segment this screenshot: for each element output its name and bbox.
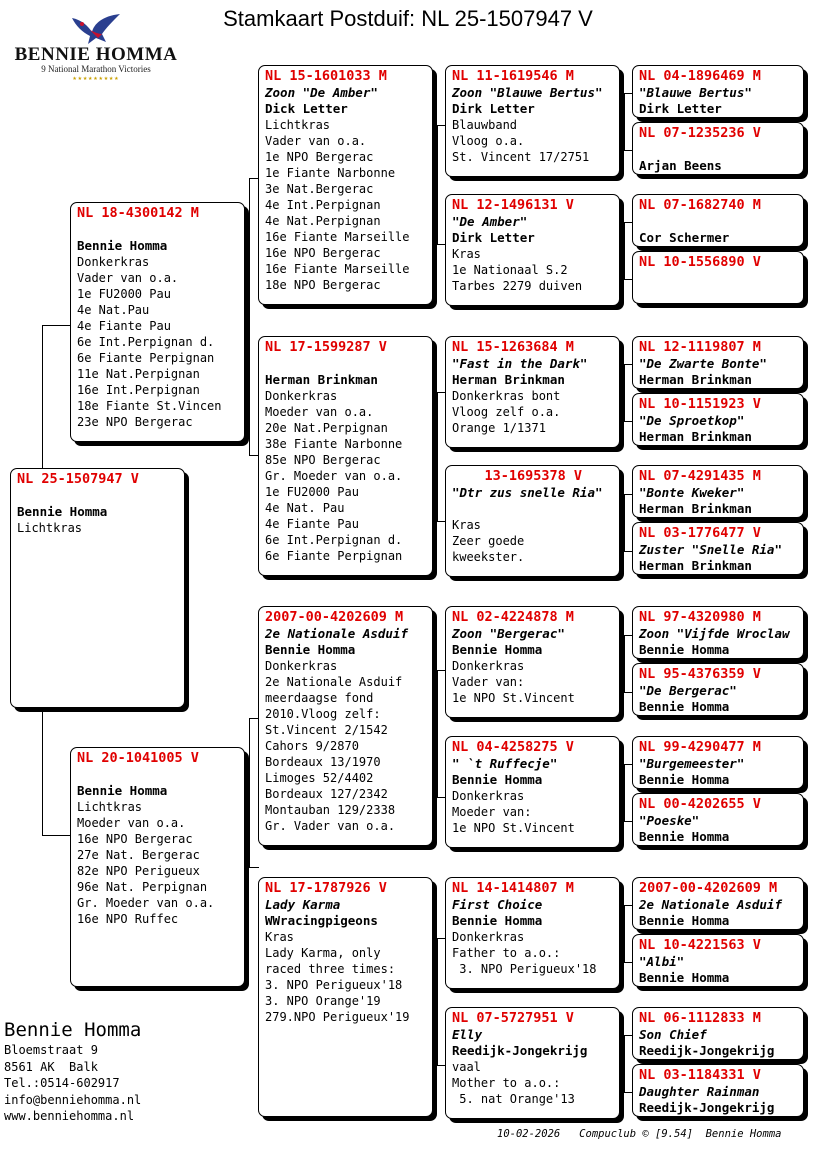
connector bbox=[624, 364, 632, 422]
owner: Bennie Homma bbox=[639, 699, 730, 714]
pigeon-name: "De Zwarte Bonte" bbox=[639, 356, 767, 371]
breeder-name: Bennie Homma bbox=[4, 1019, 142, 1041]
detail-line: Vader van o.a. bbox=[265, 134, 367, 148]
owner: Bennie Homma bbox=[639, 970, 730, 985]
pigeon-name: Son Chief bbox=[639, 1027, 707, 1042]
owner: Bennie Homma bbox=[77, 238, 168, 253]
detail-line: Donkerkras bbox=[265, 659, 338, 673]
pigeon-logo-icon bbox=[68, 12, 124, 46]
owner: Bennie Homma bbox=[17, 504, 108, 519]
detail-line: Blauwband bbox=[452, 118, 518, 132]
pigeon-name: "Burgemeester" bbox=[639, 756, 745, 771]
detail-line: 1e FU2000 Pau bbox=[77, 287, 171, 301]
ring-number: NL 06-1112833 M bbox=[639, 1010, 761, 1026]
owner: Dirk Letter bbox=[452, 230, 535, 245]
detail-line: Limoges 52/4402 bbox=[265, 771, 374, 785]
detail-line: vaal bbox=[452, 1060, 481, 1074]
pigeon-name: Lady Karma bbox=[265, 897, 341, 912]
pigeon-name: Zoon "Blauwe Bertus" bbox=[452, 85, 603, 100]
pigeon-card-mother[interactable] bbox=[70, 747, 245, 987]
detail-line: 2e Nationale Asduif bbox=[265, 675, 403, 689]
pigeon-card-ffm[interactable] bbox=[445, 194, 620, 306]
detail-line: 16e Fiante Marseille bbox=[265, 262, 410, 276]
detail-line: raced three times: bbox=[265, 962, 396, 976]
detail-line: Vloog o.a. bbox=[452, 134, 525, 148]
pigeon-card-mmm[interactable] bbox=[445, 1007, 620, 1119]
ring-number: 2007-00-4202609 M bbox=[265, 609, 404, 625]
detail-line: St. Vincent 17/2751 bbox=[452, 150, 590, 164]
ring-number: NL 12-1496131 V bbox=[452, 197, 574, 213]
owner: Bennie Homma bbox=[639, 772, 730, 787]
owner: Bennie Homma bbox=[265, 642, 356, 657]
owner: Herman Brinkman bbox=[452, 372, 565, 387]
owner: Dick Letter bbox=[265, 101, 348, 116]
ring-number: NL 04-4258275 V bbox=[452, 739, 574, 755]
pigeon-card-fmff[interactable] bbox=[632, 336, 804, 389]
connector bbox=[624, 1035, 632, 1093]
detail-line: kweekster. bbox=[452, 550, 525, 564]
pigeon-card-mmmm[interactable] bbox=[632, 1064, 804, 1117]
pigeon-card-mf[interactable] bbox=[258, 606, 433, 846]
detail-line: Donkerkras bbox=[265, 389, 338, 403]
pigeon-card-fmfm[interactable] bbox=[632, 393, 804, 446]
ring-number: NL 07-1682740 M bbox=[639, 197, 761, 213]
owner: Reedijk-Jongekrijg bbox=[639, 1100, 775, 1115]
detail-line: 82e NPO Perigueux bbox=[77, 864, 200, 878]
ring-number: NL 14-1414807 M bbox=[452, 880, 574, 896]
owner: Reedijk-Jongekrijg bbox=[452, 1043, 588, 1058]
detail-line: 16e NPO Bergerac bbox=[265, 246, 381, 260]
owner: Herman Brinkman bbox=[639, 429, 752, 444]
pigeon-card-mff[interactable] bbox=[445, 606, 620, 718]
detail-line: 85e NPO Bergerac bbox=[265, 453, 381, 467]
footer: 10-02-2026 Compuclub © [9.54] Bennie Homma bbox=[497, 1128, 782, 1140]
owner: Bennie Homma bbox=[639, 913, 730, 928]
detail-line: Donkerkras bbox=[452, 930, 525, 944]
owner: Bennie Homma bbox=[77, 783, 168, 798]
ring-number: 13-1695378 V bbox=[452, 468, 583, 484]
detail-line: Moeder van o.a. bbox=[77, 816, 186, 830]
detail-line: 3e Nat.Bergerac bbox=[265, 182, 374, 196]
ring-number: NL 12-1119807 M bbox=[639, 339, 761, 355]
detail-line: Vader van: bbox=[452, 675, 525, 689]
ring-number: NL 07-1235236 V bbox=[639, 125, 761, 141]
pigeon-card-ff[interactable] bbox=[258, 65, 433, 305]
pigeon-name: Elly bbox=[452, 1027, 483, 1042]
breeder-website[interactable]: www.benniehomma.nl bbox=[4, 1109, 135, 1123]
detail-line: Tarbes 2279 duiven bbox=[452, 279, 583, 293]
detail-line: Father to a.o.: bbox=[452, 946, 561, 960]
breeder-street: Bloemstraat 9 bbox=[4, 1043, 98, 1057]
detail-line: 4e Fiante Pau bbox=[77, 319, 171, 333]
pigeon-name: Zoon "De Amber" bbox=[265, 85, 378, 100]
ring-number: NL 10-1556890 V bbox=[639, 254, 761, 270]
detail-line: 16e NPO Ruffec bbox=[77, 912, 179, 926]
owner: Herman Brinkman bbox=[265, 372, 378, 387]
detail-line: Bordeaux 13/1970 bbox=[265, 755, 381, 769]
owner: Herman Brinkman bbox=[639, 558, 752, 573]
detail-line: Lichtkras bbox=[17, 521, 83, 535]
detail-line: 23e NPO Bergerac bbox=[77, 415, 193, 429]
detail-line: Kras bbox=[452, 518, 481, 532]
pigeon-name: Daughter Rainman bbox=[639, 1084, 760, 1099]
pigeon-name: "De Bergerac" bbox=[639, 683, 737, 698]
detail-line: 1e Nationaal S.2 bbox=[452, 263, 568, 277]
pigeon-card-fmm[interactable] bbox=[445, 465, 620, 577]
detail-line: 1e NPO St.Vincent bbox=[452, 691, 575, 705]
pigeon-card-fm[interactable] bbox=[258, 336, 433, 576]
pigeon-card-mfff[interactable] bbox=[632, 606, 804, 659]
detail-line: Gr. Moeder van o.a. bbox=[77, 896, 215, 910]
detail-line: 27e Nat. Bergerac bbox=[77, 848, 200, 862]
owner: Cor Schermer bbox=[639, 230, 730, 245]
pigeon-card-mmf[interactable] bbox=[445, 877, 620, 989]
detail-line: 11e Nat.Perpignan bbox=[77, 367, 200, 381]
detail-line: 1e NPO St.Vincent bbox=[452, 821, 575, 835]
pigeon-name: "Poeske" bbox=[639, 813, 700, 828]
detail-line: Lichtkras bbox=[77, 800, 143, 814]
ring-number: NL 02-4224878 M bbox=[452, 609, 574, 625]
pigeon-card-mmmf[interactable] bbox=[632, 1007, 804, 1060]
ring-number: NL 18-4300142 M bbox=[77, 205, 199, 221]
page-title: Stamkaart Postduif: NL 25-1507947 V bbox=[223, 6, 593, 31]
pigeon-card-ffmm[interactable] bbox=[632, 251, 804, 304]
owner: Bennie Homma bbox=[639, 642, 730, 657]
ring-number: NL 15-1601033 M bbox=[265, 68, 387, 84]
breeder-email[interactable]: info@benniehomma.nl bbox=[4, 1092, 142, 1107]
pigeon-card-mfmf[interactable] bbox=[632, 736, 804, 789]
detail-line: Donkerkras bbox=[77, 255, 150, 269]
pigeon-card-mm[interactable] bbox=[258, 877, 433, 1117]
detail-line: Donkerkras bbox=[452, 659, 525, 673]
breeder-info bbox=[4, 1018, 141, 1125]
detail-line: 3. NPO Perigueux'18 bbox=[265, 978, 403, 992]
connector bbox=[624, 222, 632, 280]
owner: WWracingpigeons bbox=[265, 913, 378, 928]
detail-line: 18e NPO Bergerac bbox=[265, 278, 381, 292]
detail-line: 16e NPO Bergerac bbox=[77, 832, 193, 846]
detail-line: 1e NPO Bergerac bbox=[265, 150, 374, 164]
logo bbox=[6, 12, 186, 82]
detail-line: 38e Fiante Narbonne bbox=[265, 437, 403, 451]
owner: Herman Brinkman bbox=[639, 501, 752, 516]
ring-number: NL 20-1041005 V bbox=[77, 750, 199, 766]
pigeon-card-ffff[interactable] bbox=[632, 65, 804, 118]
detail-line: Mother to a.o.: bbox=[452, 1076, 561, 1090]
pigeon-name: "Fast in the Dark" bbox=[452, 356, 588, 371]
connector bbox=[624, 93, 632, 151]
detail-line: 16e Fiante Marseille bbox=[265, 230, 410, 244]
owner: Bennie Homma bbox=[639, 829, 730, 844]
detail-line: Gr. Vader van o.a. bbox=[265, 819, 396, 833]
pigeon-name: Zoon "Vijfde Wroclaw bbox=[639, 626, 790, 641]
detail-line: 6e Int.Perpignan d. bbox=[77, 335, 215, 349]
ring-number: NL 00-4202655 V bbox=[639, 796, 761, 812]
detail-line: 1e Fiante Narbonne bbox=[265, 166, 396, 180]
detail-line: 6e Fiante Perpignan bbox=[77, 351, 215, 365]
detail-line: Lady Karma, only bbox=[265, 946, 381, 960]
ring-number: 2007-00-4202609 M bbox=[639, 880, 778, 896]
ring-number: NL 07-5727951 V bbox=[452, 1010, 574, 1026]
owner: Bennie Homma bbox=[452, 913, 543, 928]
pigeon-card-mfmm[interactable] bbox=[632, 793, 804, 846]
connector bbox=[624, 905, 632, 963]
detail-line: 6e Fiante Perpignan bbox=[265, 549, 403, 563]
detail-line: 2010.Vloog zelf: bbox=[265, 707, 381, 721]
detail-line: Kras bbox=[452, 247, 481, 261]
connector bbox=[624, 635, 632, 693]
pigeon-name: " `t Ruffecje" bbox=[452, 756, 558, 771]
ring-number: NL 10-4221563 V bbox=[639, 937, 761, 953]
ring-number: NL 07-4291435 M bbox=[639, 468, 761, 484]
pigeon-name: 2e Nationale Asduif bbox=[639, 897, 782, 912]
owner: Bennie Homma bbox=[452, 772, 543, 787]
detail-line: Lichtkras bbox=[265, 118, 331, 132]
pigeon-card-fff[interactable] bbox=[445, 65, 620, 177]
detail-line: 4e Int.Perpignan bbox=[265, 198, 381, 212]
owner: Herman Brinkman bbox=[639, 372, 752, 387]
detail-line: 6e Int.Perpignan d. bbox=[265, 533, 403, 547]
owner: Dirk Letter bbox=[452, 101, 535, 116]
pigeon-name: "Dtr zus snelle Ria" bbox=[452, 485, 603, 500]
owner: Arjan Beens bbox=[639, 158, 722, 173]
connector bbox=[437, 938, 445, 1066]
pigeon-card-ffmf[interactable] bbox=[632, 194, 804, 247]
pigeon-card-mmff[interactable] bbox=[632, 877, 804, 930]
connector bbox=[437, 670, 445, 798]
detail-line: meerdaagse fond bbox=[265, 691, 374, 705]
connector bbox=[42, 712, 70, 836]
detail-line: 3. NPO Orange'19 bbox=[265, 994, 381, 1008]
detail-line: Vloog zelf o.a. bbox=[452, 405, 561, 419]
detail-line: 4e Nat.Pau bbox=[77, 303, 150, 317]
logo-stars: ★★★★★★★★★ bbox=[72, 74, 120, 82]
ring-number: NL 17-1787926 V bbox=[265, 880, 387, 896]
detail-line: 3. NPO Perigueux'18 bbox=[452, 962, 597, 976]
detail-line: 20e Nat.Perpignan bbox=[265, 421, 388, 435]
detail-line: 4e Nat.Perpignan bbox=[265, 214, 381, 228]
detail-line: 18e Fiante St.Vincen bbox=[77, 399, 222, 413]
ring-number: NL 03-1184331 V bbox=[639, 1067, 761, 1083]
detail-line: 279.NPO Perigueux'19 bbox=[265, 1010, 410, 1024]
detail-line: 4e Fiante Pau bbox=[265, 517, 359, 531]
detail-line: Kras bbox=[265, 930, 294, 944]
ring-number: NL 04-1896469 M bbox=[639, 68, 761, 84]
detail-line: Gr. Moeder van o.a. bbox=[265, 469, 403, 483]
pigeon-name: "De Sproetkop" bbox=[639, 413, 745, 428]
ring-number: NL 97-4320980 M bbox=[639, 609, 761, 625]
detail-line: Montauban 129/2338 bbox=[265, 803, 396, 817]
breeder-phone: Tel.:0514-602917 bbox=[4, 1076, 120, 1090]
breeder-city: 8561 AK Balk bbox=[4, 1059, 98, 1074]
detail-line: 4e Nat. Pau bbox=[265, 501, 345, 515]
ring-number: NL 99-4290477 M bbox=[639, 739, 761, 755]
ring-number: NL 25-1507947 V bbox=[17, 471, 139, 487]
detail-line: 1e FU2000 Pau bbox=[265, 485, 359, 499]
detail-line: Vader van o.a. bbox=[77, 271, 179, 285]
detail-line: Moeder van: bbox=[452, 805, 532, 819]
detail-line: 5. nat Orange'13 bbox=[452, 1092, 575, 1106]
ring-number: NL 03-1776477 V bbox=[639, 525, 761, 541]
connector bbox=[624, 494, 632, 552]
ring-number: NL 11-1619546 M bbox=[452, 68, 574, 84]
pigeon-card-father[interactable] bbox=[70, 202, 245, 442]
detail-line: Bordeaux 127/2342 bbox=[265, 787, 388, 801]
pigeon-card-fmmm[interactable] bbox=[632, 522, 804, 575]
connector bbox=[437, 125, 445, 245]
pigeon-name: "Blauwe Bertus" bbox=[639, 85, 752, 100]
connector bbox=[42, 325, 70, 468]
connector bbox=[437, 392, 445, 522]
detail-line: Cahors 9/2870 bbox=[265, 739, 359, 753]
pigeon-card-mffm[interactable] bbox=[632, 663, 804, 716]
pigeon-card-mmfm[interactable] bbox=[632, 934, 804, 987]
pigeon-name: "De Amber" bbox=[452, 214, 528, 229]
pigeon-name: Zuster "Snelle Ria" bbox=[639, 542, 782, 557]
owner: Bennie Homma bbox=[452, 642, 543, 657]
ring-number: NL 15-1263684 M bbox=[452, 339, 574, 355]
detail-line: Zeer goede bbox=[452, 534, 525, 548]
pigeon-card-fmf[interactable] bbox=[445, 336, 620, 448]
detail-line: Donkerkras bbox=[452, 789, 525, 803]
ring-number: NL 17-1599287 V bbox=[265, 339, 387, 355]
pigeon-name: "Albi" bbox=[639, 954, 685, 969]
logo-subtitle: 9 National Marathon Victories bbox=[41, 64, 151, 74]
pigeon-name: First Choice bbox=[452, 897, 543, 912]
ring-number: NL 10-1151923 V bbox=[639, 396, 761, 412]
pigeon-name: "Bonte Kweker" bbox=[639, 485, 745, 500]
pigeon-name: 2e Nationale Asduif bbox=[265, 626, 408, 641]
connector bbox=[624, 764, 632, 822]
detail-line: Moeder van o.a. bbox=[265, 405, 374, 419]
owner: Dirk Letter bbox=[639, 101, 722, 116]
pigeon-card-fmmf[interactable] bbox=[632, 465, 804, 518]
detail-line: Orange 1/1371 bbox=[452, 421, 546, 435]
detail-line: St.Vincent 2/1542 bbox=[265, 723, 388, 737]
owner: Reedijk-Jongekrijg bbox=[639, 1043, 775, 1058]
ring-number: NL 95-4376359 V bbox=[639, 666, 761, 682]
detail-line: Donkerkras bont bbox=[452, 389, 561, 403]
pigeon-card-subject[interactable] bbox=[10, 468, 185, 708]
detail-line: 96e Nat. Perpignan bbox=[77, 880, 208, 894]
pigeon-card-mfm[interactable] bbox=[445, 736, 620, 848]
logo-name: BENNIE HOMMA bbox=[14, 44, 178, 65]
pigeon-name: Zoon "Bergerac" bbox=[452, 626, 565, 641]
detail-line: 16e Int.Perpignan bbox=[77, 383, 200, 397]
pigeon-card-fffm[interactable] bbox=[632, 122, 804, 175]
